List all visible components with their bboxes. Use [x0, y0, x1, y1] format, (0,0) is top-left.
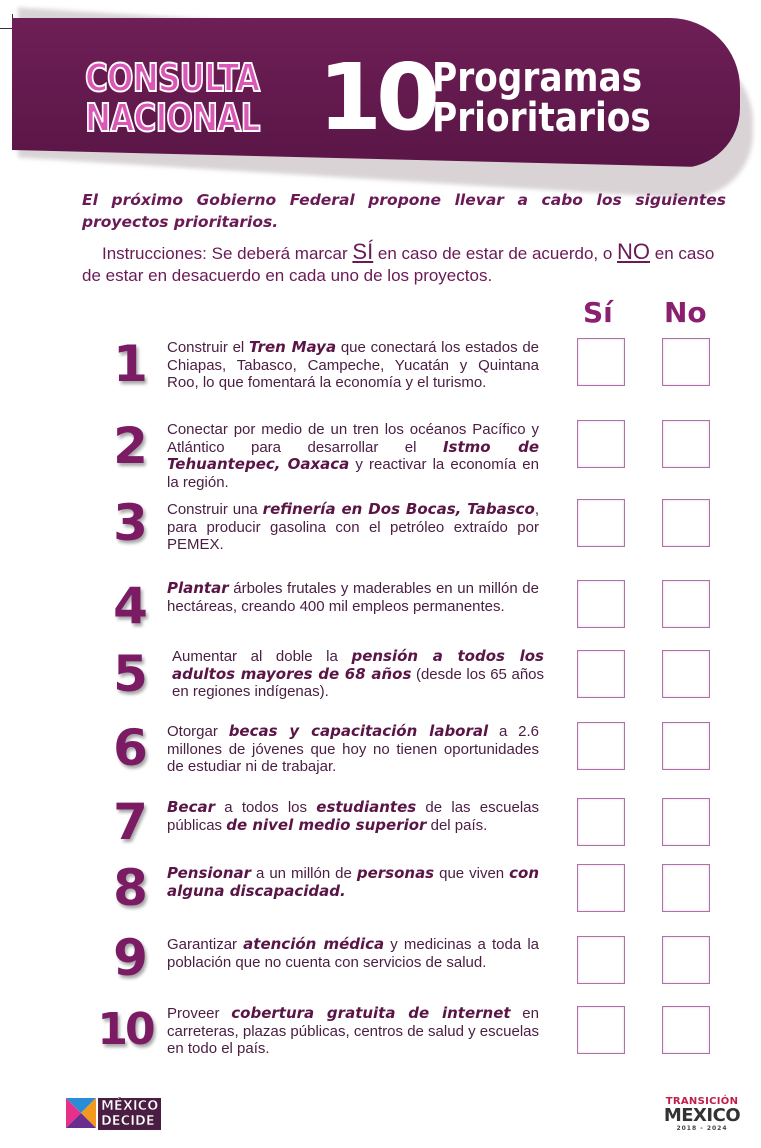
instructions-prefix: Instrucciones: Se deberá marcar	[102, 244, 353, 263]
program-number: 10	[97, 1004, 153, 1055]
program-description	[167, 339, 539, 392]
program-number: 7	[113, 793, 145, 851]
program-highlight: personas	[356, 864, 435, 882]
program-text: y medicinas a toda la población que no cuenta con servicios de salud.	[167, 936, 539, 971]
program-highlight: Becar	[167, 798, 216, 816]
program-number: 8	[113, 859, 145, 917]
vote-box-no[interactable]	[662, 580, 710, 628]
vote-box-no[interactable]	[662, 936, 710, 984]
program-description	[167, 936, 539, 971]
vote-box-no[interactable]	[662, 338, 710, 386]
program-text: Otorgar	[167, 723, 229, 740]
mexico-decide-logo	[66, 1096, 166, 1130]
title-programas-prioritarios	[432, 55, 690, 141]
program-description	[167, 501, 539, 554]
vote-box-no[interactable]	[662, 798, 710, 846]
logo-right-line2: MEXICO	[663, 1105, 741, 1126]
program-number: 2	[113, 417, 145, 475]
program-description	[167, 1005, 539, 1058]
vote-box-yes[interactable]	[577, 499, 625, 547]
title-consulta-nacional	[85, 58, 274, 138]
program-text: que viven	[434, 865, 510, 882]
program-description	[167, 421, 539, 491]
title-right-line1: Programas	[432, 55, 643, 101]
program-text: del país.	[426, 816, 488, 834]
vote-box-no[interactable]	[662, 864, 710, 912]
instructions-middle: en caso de estar de acuerdo, o	[373, 244, 618, 263]
program-highlight: Tren Maya	[248, 338, 337, 356]
crop-mark	[0, 28, 12, 29]
program-number: 4	[113, 577, 145, 635]
program-text: Construir el	[167, 339, 249, 356]
program-highlight: pensión a todos los adultos mayores de 68 años	[172, 647, 544, 683]
program-text: Proveer	[167, 1005, 232, 1022]
program-text: a un millón de	[251, 865, 357, 882]
program-text: Conectar por medio de un tren los océanos Pacífico y Atlántico para desarrollar el	[167, 421, 539, 456]
program-text: a 2.6 millones de jóvenes que hoy no tienen oportunidades de estudiar ni de trabajar.	[167, 723, 540, 775]
program-highlight: cobertura gratuita de internet	[231, 1004, 511, 1022]
program-text: y reactivar la economía en la región.	[167, 456, 539, 491]
logo-left-line1: MÉXICO	[101, 1099, 159, 1114]
vote-box-yes[interactable]	[577, 936, 625, 984]
program-text: Construir una	[167, 501, 263, 518]
vote-box-no[interactable]	[662, 420, 710, 468]
title-left-line2: NACIONAL	[85, 96, 260, 140]
instructions-text	[82, 241, 726, 287]
vote-box-yes[interactable]	[577, 722, 625, 770]
instructions-suffix: en caso de estar en desacuerdo en cada uno de los proyectos.	[82, 244, 715, 285]
logo-right-line1: TRANSICIÓN	[665, 1096, 739, 1107]
vote-box-yes[interactable]	[577, 1006, 625, 1054]
vote-box-yes[interactable]	[577, 864, 625, 912]
program-text: , para producir gasolina con el petróleo extraído por PEMEX.	[167, 501, 539, 553]
program-text: a todos los	[215, 799, 317, 816]
vote-box-yes[interactable]	[577, 580, 625, 628]
program-text: Garantizar	[167, 936, 244, 953]
program-highlight: con alguna discapacidad.	[167, 864, 540, 900]
program-number: 3	[113, 494, 145, 552]
instructions-option-no: NO	[617, 239, 651, 264]
program-description	[172, 648, 544, 701]
program-number: 6	[113, 719, 145, 777]
program-highlight: atención médica	[243, 935, 385, 953]
column-header-no: No	[664, 296, 707, 329]
instructions-option-yes: SÍ	[352, 239, 374, 264]
vote-box-no[interactable]	[662, 722, 710, 770]
program-text: (desde los 65 años en regiones indígenas).	[172, 665, 544, 700]
program-text: árboles frutales y maderables en un millón de hectáreas, creando 400 mil empleos permanentes.	[167, 580, 539, 615]
program-description	[167, 865, 539, 900]
program-highlight: de nivel medio superior	[226, 815, 427, 834]
vote-box-no[interactable]	[662, 499, 710, 547]
program-description	[167, 580, 539, 615]
vote-box-yes[interactable]	[577, 650, 625, 698]
logo-right-line3: 2018 - 2024	[676, 1125, 728, 1132]
program-text: Aumentar al doble la	[172, 648, 352, 665]
program-highlight: estudiantes	[316, 798, 417, 816]
program-number: 1	[113, 335, 145, 393]
intro-text: El próximo Gobierno Federal propone llevar a cabo los siguientes proyectos prioritarios.	[82, 191, 726, 231]
program-highlight: refinería en Dos Bocas, Tabasco	[262, 500, 535, 518]
vote-box-no[interactable]	[662, 1006, 710, 1054]
program-highlight: Istmo de Tehuantepec, Oaxaca	[167, 437, 539, 473]
column-header-yes: Sí	[583, 296, 613, 329]
title-left-line1: CONSULTA	[85, 56, 260, 100]
program-highlight: becas y capacitación laboral	[228, 722, 489, 740]
program-text: que conectará los estados de Chiapas, Tabasco, Campeche, Yucatán y Quintana Roo, lo que fomentará la economía y el turismo.	[167, 339, 540, 391]
program-number: 9	[113, 929, 145, 987]
program-text: de las escuelas públicas	[167, 799, 539, 834]
program-description	[167, 723, 539, 776]
vote-box-yes[interactable]	[577, 338, 625, 386]
program-description	[167, 799, 539, 834]
transicion-mexico-logo	[660, 1096, 744, 1133]
title-right-line2: Prioritarios	[432, 95, 651, 141]
logo-left-line2: DECIDE	[101, 1114, 155, 1129]
vote-box-no[interactable]	[662, 650, 710, 698]
program-number: 5	[113, 645, 145, 703]
vote-box-yes[interactable]	[577, 420, 625, 468]
title-number: 10	[318, 44, 435, 151]
vote-box-yes[interactable]	[577, 798, 625, 846]
program-highlight: Plantar	[167, 579, 229, 597]
program-highlight: Pensionar	[167, 864, 252, 882]
program-text: en carreteras, plazas públicas, centros de salud y escuelas en todo el país.	[167, 1005, 539, 1057]
mexico-decide-wordmark	[98, 1098, 161, 1130]
mexico-decide-mark-icon	[66, 1098, 96, 1128]
